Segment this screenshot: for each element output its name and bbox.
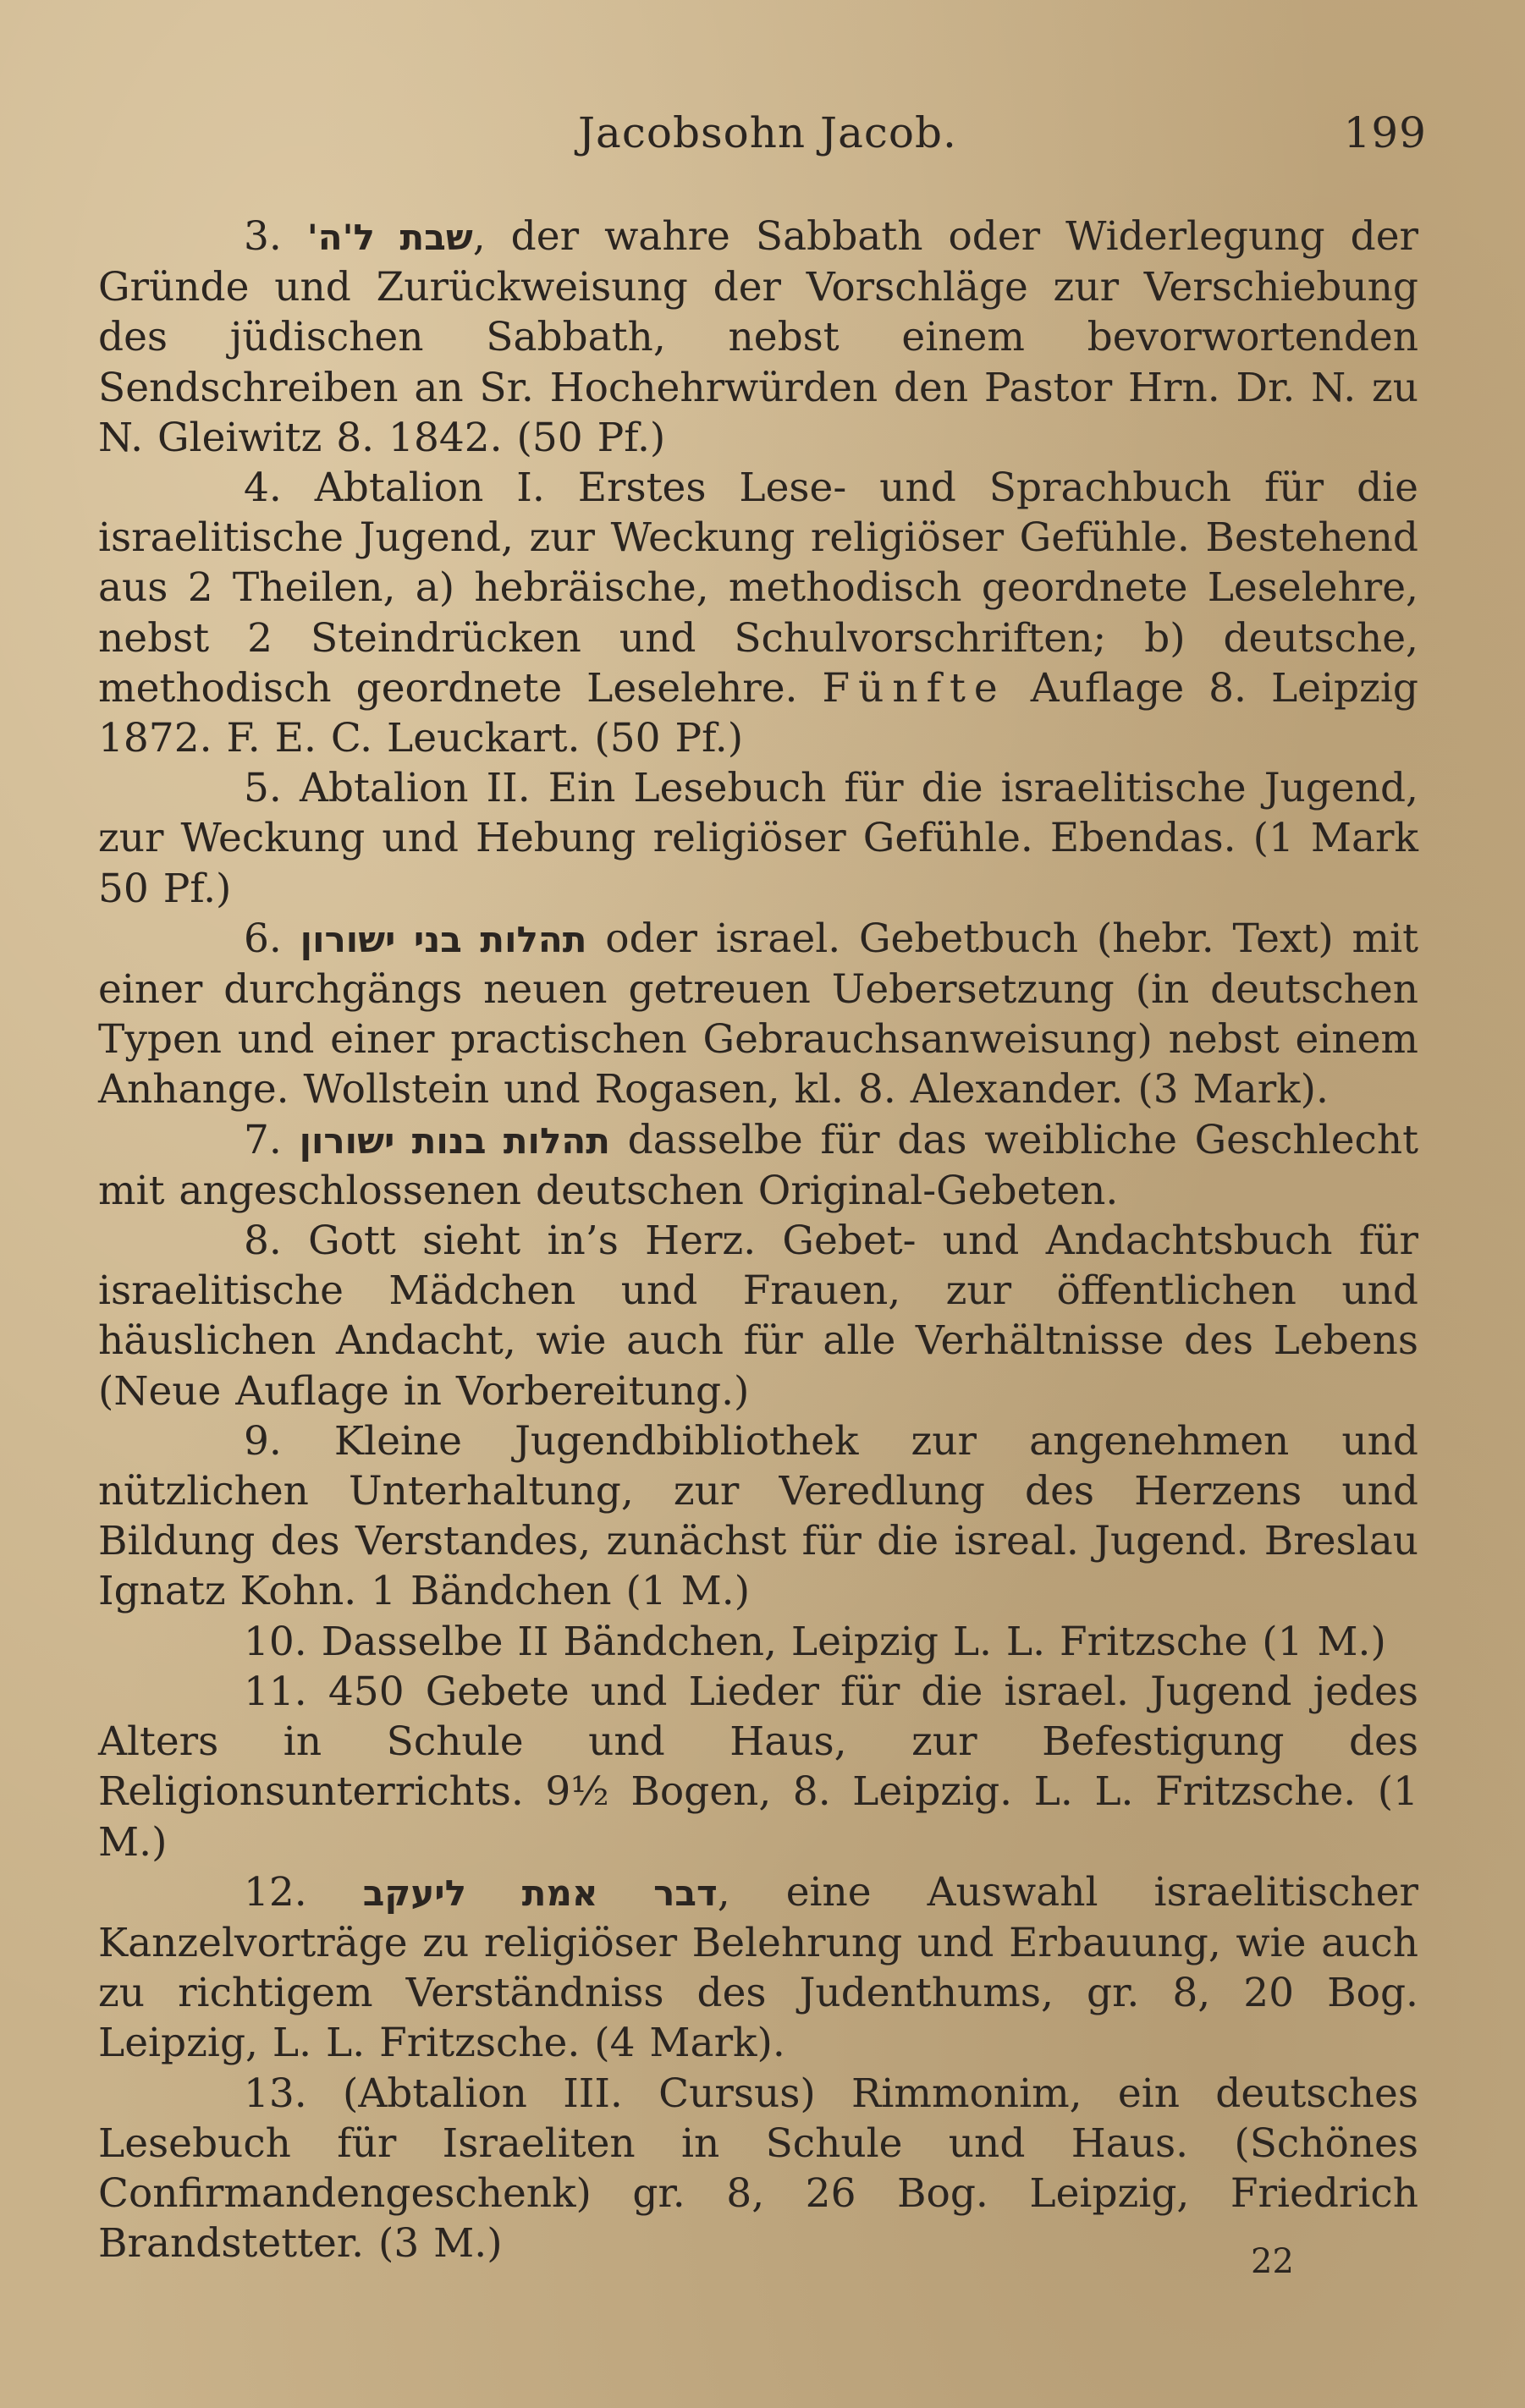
entry-text: Gott sieht in’s Herz. Gebet- und Andachtsbuch für israelitische Mädchen und Frauen, zur öffentlichen und häuslichen Andacht, wie auch für alle Verhältnisse des Lebens (Neue Auflage in Vorbereitung.) — [98, 1218, 1418, 1415]
hebrew-title: תהלות בנות ישורון — [299, 1119, 610, 1162]
entry-4 — [98, 463, 1418, 763]
entry-number: 7. — [244, 1116, 282, 1163]
signature-mark: 22 — [1251, 2242, 1294, 2281]
entry-10 — [98, 1617, 1418, 1667]
entry-6 — [98, 914, 1418, 1115]
entry-number: 10. — [244, 1618, 307, 1665]
edition-label: Fünfte — [822, 664, 1006, 712]
entry-text: , der wahre Sabbath oder Widerlegung der Gründe und Zurückweisung der Vorschläge zur Verschiebung des jüdischen Sabbath, nebst einem bevorwortenden Sendschreiben an Sr. Hochehrwürden den Pastor Hrn. Dr. N. zu N. Gleiwitz 8. 1842. (50 Pf.) — [98, 213, 1418, 461]
entry-number: 4. — [244, 465, 282, 512]
entry-3 — [98, 212, 1418, 463]
entry-number: 5. — [244, 765, 282, 812]
hebrew-title: שבת ל'ה' — [306, 217, 473, 258]
entry-number: 3. — [244, 213, 282, 260]
entry-13 — [98, 2069, 1418, 2269]
entry-text: (Abtalion III. Cursus) Rimmonim, ein deutsches Lesebuch für Israeliten in Schule und Haus. (Schönes Confirmandengeschenk) gr. 8, 26 Bog. Leipzig, Friedrich Brandstetter. (3 M.) — [98, 2070, 1418, 2268]
entry-12 — [98, 1867, 1418, 2069]
entry-11 — [98, 1667, 1418, 1867]
page-header — [100, 108, 1427, 168]
entry-number: 9. — [244, 1417, 282, 1465]
entry-text: Abtalion I. Erstes Lese- und Sprachbuch für die israelitische Jugend, zur Weckung religiöser Gefühle. Bestehend aus 2 Theilen, a) hebräische, methodisch geordnete Leselehre, nebst 2 Steindrücken und Schulvorschriften; b) deutsche, methodisch geordnete Leselehre. — [98, 465, 1418, 712]
hebrew-title: דבר אמת ליעקב — [362, 1872, 718, 1914]
entry-number: 6. — [244, 915, 282, 962]
entry-number: 12. — [244, 1868, 307, 1916]
entry-text: Kleine Jugendbibliothek zur angenehmen und nützlichen Unterhaltung, zur Veredlung des Herzens und Bildung des Verstandes, zunächst für die isreal. Jugend. Breslau Ignatz Kohn. 1 Bändchen (1 M.) — [98, 1417, 1418, 1615]
entry-text: 450 Gebete und Lieder für die israel. Jugend jedes Alters in Schule und Haus, zur Befestigung des Religionsunterrichts. 9½ Bogen, 8. Leipzig. L. L. Fritzsche. (1 M.) — [98, 1668, 1418, 1866]
entry-7 — [98, 1115, 1418, 1216]
entry-text-continued: Auflage 8. Leipzig 1872. F. E. C. Leuckart. (50 Pf.) — [98, 664, 1418, 762]
entry-text: dasselbe für das weibliche Geschlecht mit angeschlossenen deutschen Original-Gebeten. — [98, 1116, 1418, 1214]
entry-list — [98, 212, 1418, 2268]
entry-9 — [98, 1416, 1418, 1617]
entry-text: , eine Auswahl israelitischer Kanzelvorträge zu religiöser Belehrung und Erbauung, wie auch zu richtigem Verständniss des Judenthums, gr. 8, 20 Bog. Leipzig, L. L. Fritzsche. (4 Mark). — [98, 1868, 1418, 2067]
running-head: Jacobsohn Jacob. — [578, 108, 957, 157]
page-number: 199 — [1343, 108, 1427, 157]
entry-number: 11. — [244, 1668, 307, 1715]
entry-8 — [98, 1216, 1418, 1416]
entry-text: oder israel. Gebetbuch (hebr. Text) mit einer durchgängs neuen getreuen Uebersetzung (in deutschen Typen und einer practischen Gebrauchsanweisung) nebst einem Anhange. Wollstein und Rogasen, kl. 8. Alexander. (3 Mark). — [98, 915, 1418, 1113]
entry-number: 13. — [244, 2070, 307, 2117]
hebrew-title: תהלות בני ישורון — [300, 918, 587, 960]
entry-text: Dasselbe II Bändchen, Leipzig L. L. Fritzsche (1 M.) — [321, 1618, 1386, 1665]
entry-text: Abtalion II. Ein Lesebuch für die israelitische Jugend, zur Weckung und Hebung religiöser Gefühle. Ebendas. (1 Mark 50 Pf.) — [98, 765, 1418, 912]
entry-number: 8. — [244, 1218, 282, 1265]
entry-5 — [98, 763, 1418, 914]
